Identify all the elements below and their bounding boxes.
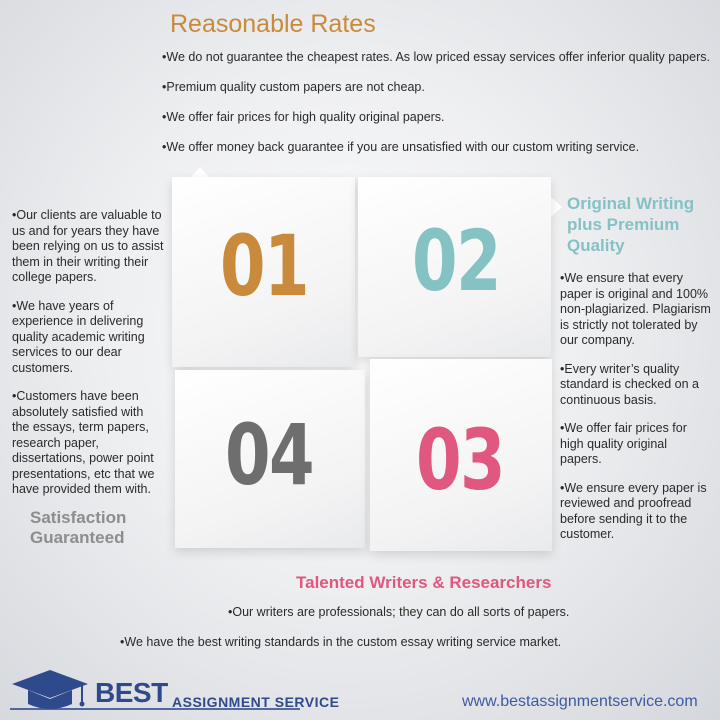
tile-number: 01 xyxy=(219,217,309,315)
list-item: •We ensure every paper is reviewed and proofread before sending it to the customer. xyxy=(560,480,707,541)
talented-writers-list xyxy=(120,604,700,664)
list-item: •We offer money back guarantee if you are unsatisfied with our custom writing service. xyxy=(162,140,640,154)
logo-text-best: BEST xyxy=(95,677,168,708)
list-item: •We offer fair prices for high quality original papers. xyxy=(162,110,445,124)
logo-text-assignment-service: ASSIGNMENT SERVICE xyxy=(172,694,340,710)
reasonable-rates-heading: Reasonable Rates xyxy=(170,10,376,38)
tile-04 xyxy=(175,370,365,548)
tile-pointer-left xyxy=(164,508,175,528)
satisfaction-guaranteed-heading: Satisfaction Guaranteed xyxy=(30,508,127,547)
list-item: •Our clients are valuable to us and for years they have been relying on us to assist them in their writing their college papers. xyxy=(12,208,164,284)
original-writing-heading: Original Writing plus Premium Quality xyxy=(567,194,695,255)
list-item: •We do not guarantee the cheapest rates. As low priced essay services offer inferior quality papers. xyxy=(162,50,710,64)
tile-03 xyxy=(370,359,552,551)
list-item: •Every writer’s quality standard is checked on a continuous basis. xyxy=(560,361,699,407)
website-url[interactable]: www.bestassignmentservice.com xyxy=(462,693,698,710)
list-item: •We have the best writing standards in the custom essay writing service market. xyxy=(120,635,562,649)
tile-01 xyxy=(172,177,355,367)
tile-pointer-bottom xyxy=(512,551,532,562)
tile-number: 03 xyxy=(415,411,505,509)
talented-writers-heading: Talented Writers & Researchers xyxy=(296,573,552,592)
tile-02 xyxy=(358,177,551,357)
reasonable-rates-list xyxy=(162,49,717,169)
satisfaction-list xyxy=(12,208,164,511)
tile-pointer-right xyxy=(551,197,562,217)
list-item: •We ensure that every paper is original and 100% non-plagiarized. Plagiarism is strictly not tolerated by our company. xyxy=(560,271,711,347)
tile-number: 02 xyxy=(411,212,501,310)
list-item: •We offer fair prices for high quality original papers. xyxy=(560,421,687,466)
original-writing-list xyxy=(560,271,712,556)
list-item: •Customers have been absolutely satisfied with the essays, term papers, research paper, dissertations, power point presentations, etc that we have provided them with. xyxy=(12,389,155,496)
tile-number: 04 xyxy=(224,406,314,504)
list-item: •Premium quality custom papers are not cheap. xyxy=(162,80,425,94)
list-item: •We have years of experience in delivering quality academic writing services to our dear customers. xyxy=(12,298,145,375)
list-item: •Our writers are professionals; they can do all sorts of papers. xyxy=(228,605,570,619)
